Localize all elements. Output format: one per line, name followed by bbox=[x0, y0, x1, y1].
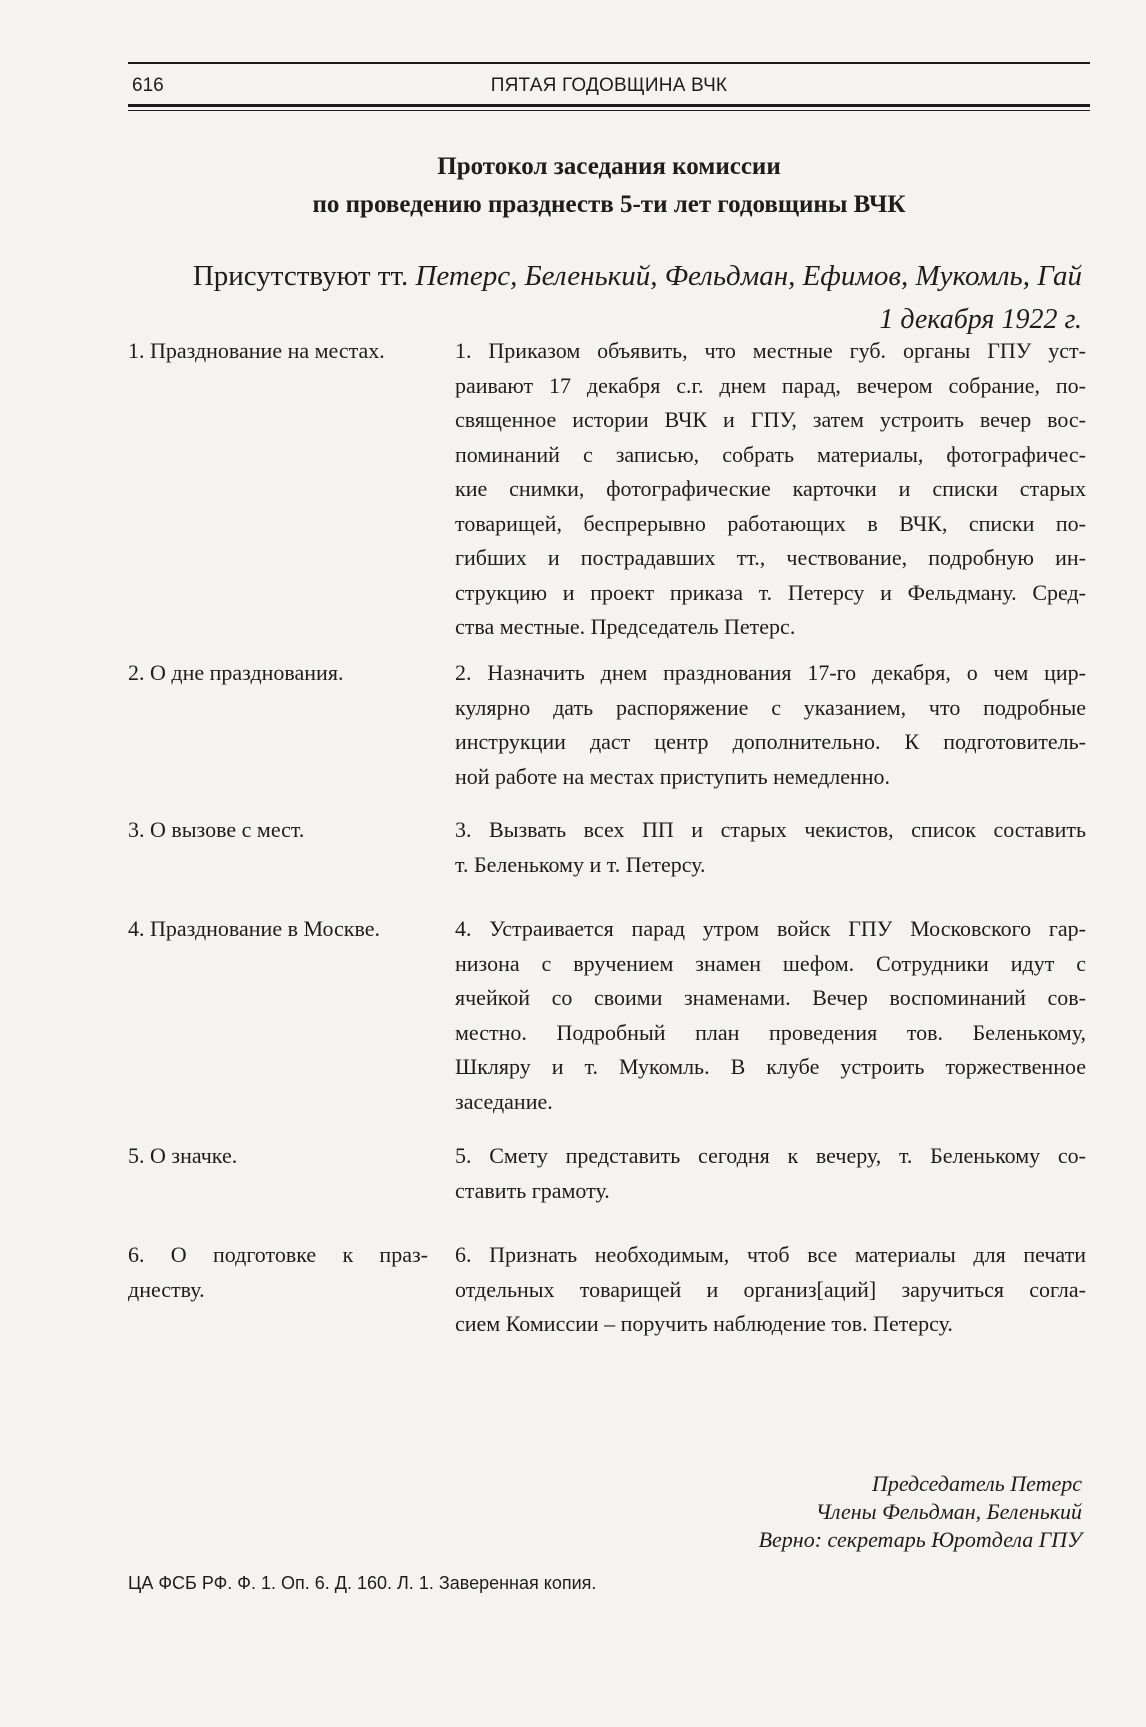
resolution-line: низона с вручением знамен шефом. Сотрудники идут с bbox=[455, 950, 1086, 976]
agenda-resolution bbox=[455, 656, 1086, 794]
resolution-line: 2. Назначить днем празднования 17-го декабря, о чем цир- bbox=[455, 660, 1086, 685]
question-line: 3. О вызове с мест. bbox=[128, 817, 305, 842]
agenda-question bbox=[128, 1238, 428, 1307]
agenda-resolution bbox=[455, 912, 1086, 1119]
attendees-label: Присутствуют тт. bbox=[192, 260, 409, 292]
agenda-question bbox=[128, 656, 428, 691]
agenda-resolution bbox=[455, 1139, 1086, 1208]
page-number: 616 bbox=[132, 75, 164, 96]
resolution-line: кулярно дать распоряжение с указанием, что подробные bbox=[455, 694, 1086, 720]
agenda-question bbox=[128, 1139, 428, 1174]
resolution-line: ства местные. Председатель Петерс. bbox=[455, 614, 796, 639]
resolution-line: инструкции даст центр дополнительно. К подготовитель- bbox=[455, 729, 1086, 754]
header-bottom-rule bbox=[128, 104, 1090, 107]
resolution-line: раивают 17 декабря с.г. днем парад, вечером собрание, по- bbox=[455, 372, 1086, 398]
question-line: 4. Празднование в Москве. bbox=[128, 916, 381, 941]
document-date: 1 декабря 1922 г. bbox=[879, 304, 1082, 335]
resolution-line: 5. Смету представить сегодня к вечеру, т. Беленькому со- bbox=[455, 1143, 1086, 1168]
resolution-line: гибших и пострадавших тт., чествование, подробную ин- bbox=[455, 545, 1086, 570]
resolution-line: отдельных товарищей и организ[аций] заручиться согла- bbox=[455, 1276, 1086, 1302]
agenda-resolution bbox=[455, 813, 1086, 882]
resolution-line: струкцию и проект приказа т. Петерсу и Фельдману. Сред- bbox=[455, 579, 1086, 605]
resolution-line: 6. Признать необходимым, чтоб все материалы для печати bbox=[455, 1242, 1086, 1267]
agenda-question bbox=[128, 912, 428, 947]
resolution-line: товарищей, беспрерывно работающих в ВЧК, списки по- bbox=[455, 510, 1086, 536]
signature-block bbox=[600, 1470, 1082, 1554]
resolution-line: священное истории ВЧК и ГПУ, затем устроить вечер вос- bbox=[455, 407, 1086, 432]
resolution-line: поминаний с записью, собрать материалы, фотографичес- bbox=[455, 441, 1086, 467]
agenda-resolution bbox=[455, 1238, 1086, 1342]
header-bottom-rule-thin bbox=[128, 110, 1090, 111]
signature-chair: Председатель Петерс bbox=[871, 1471, 1082, 1496]
resolution-line: 4. Устраивается парад утром войск ГПУ Московского гар- bbox=[455, 916, 1086, 941]
question-line: 5. О значке. bbox=[128, 1143, 238, 1168]
resolution-line: 3. Вызвать всех ПП и старых чекистов, список составить bbox=[455, 817, 1086, 842]
agenda-question bbox=[128, 334, 428, 369]
resolution-line: ячейкой со своими знаменами. Вечер воспоминаний сов- bbox=[455, 985, 1086, 1010]
document-title bbox=[128, 148, 1090, 224]
question-line: 2. О дне празднования. bbox=[128, 660, 344, 685]
question-line: 1. Празднование на местах. bbox=[128, 338, 385, 363]
resolution-line: Шкляру и т. Мукомль. В клубе устроить торжественное bbox=[455, 1054, 1086, 1079]
attendees-names: Петерс, Беленький, Фельдман, Ефимов, Мукомль, Гай bbox=[415, 260, 1082, 292]
resolution-line: заседание. bbox=[455, 1088, 553, 1114]
archive-source-note: ЦА ФСБ РФ. Ф. 1. Оп. 6. Д. 160. Л. 1. Заверенная копия. bbox=[128, 1573, 597, 1593]
resolution-line: ставить грамоту. bbox=[455, 1177, 610, 1203]
resolution-line: кие снимки, фотографические карточки и списки старых bbox=[455, 476, 1086, 501]
resolution-line: ной работе на местах приступить немедленно. bbox=[455, 763, 891, 789]
resolution-line: 1. Приказом объявить, что местные губ. органы ГПУ уст- bbox=[455, 338, 1086, 363]
header-top-rule bbox=[128, 62, 1090, 64]
agenda-resolution bbox=[455, 334, 1086, 645]
question-line: днеству. bbox=[128, 1276, 205, 1302]
agenda-question bbox=[128, 813, 428, 848]
title-line-2: по проведению празднеств 5-ти лет годовщины ВЧК bbox=[312, 191, 906, 218]
resolution-line: местно. Подробный план проведения тов. Беленькому, bbox=[455, 1019, 1086, 1045]
attendees-line bbox=[128, 256, 1082, 296]
title-line-1: Протокол заседания комиссии bbox=[437, 153, 781, 180]
signature-certified: Верно: секретарь Юротдела ГПУ bbox=[758, 1527, 1082, 1552]
signature-members: Члены Фельдман, Беленький bbox=[815, 1499, 1082, 1524]
running-header bbox=[128, 72, 1090, 100]
running-title: ПЯТАЯ ГОДОВЩИНА ВЧК bbox=[490, 75, 728, 96]
question-line: 6. О подготовке к праз- bbox=[128, 1242, 428, 1267]
resolution-line: т. Беленькому и т. Петерсу. bbox=[455, 851, 706, 877]
resolution-line: сием Комиссии – поручить наблюдение тов. Петерсу. bbox=[455, 1311, 953, 1336]
